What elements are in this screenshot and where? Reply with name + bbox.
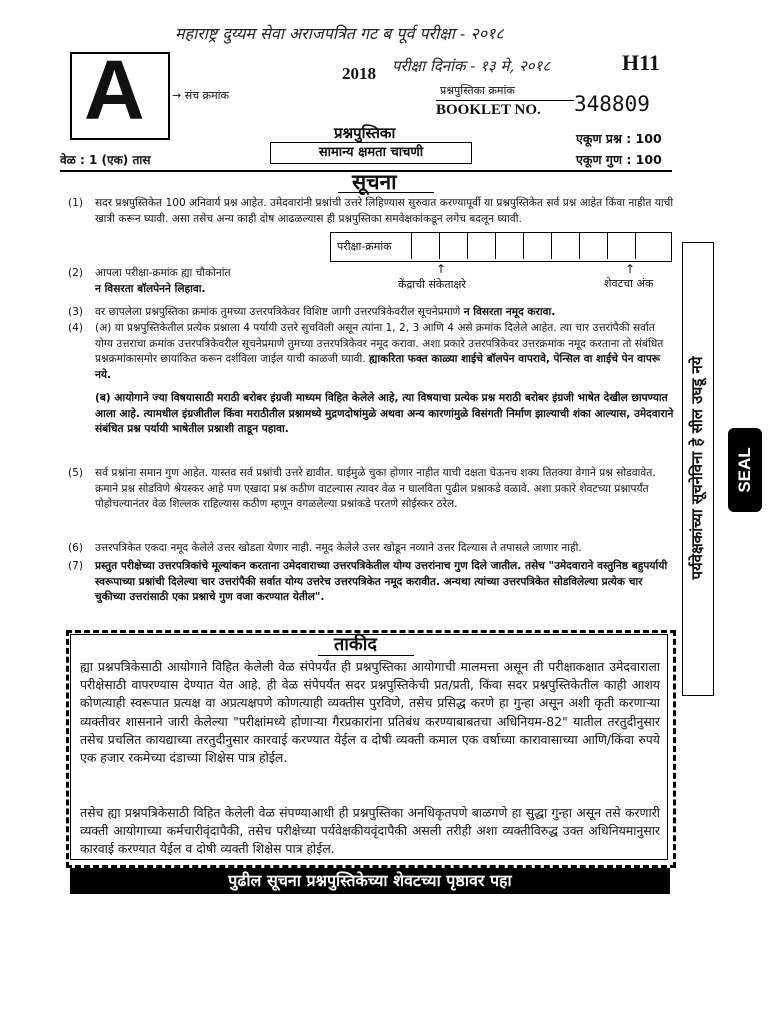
booklet-label-marathi: प्रश्नपुस्तिका क्रमांक xyxy=(440,84,515,97)
booklet-title: प्रश्नपुस्तिका xyxy=(334,124,396,142)
item-number: (6) xyxy=(68,542,84,554)
instruction-2-bold: न विसरता बॉलपेनने लिहावा. xyxy=(95,282,206,295)
seal-note-text: पर्यवेक्षकांच्या सूचनेविना हे सील उघडू नये xyxy=(688,356,706,580)
item-number: (7) xyxy=(68,560,84,572)
instruction-4b: (ब) आयोगाने ज्या विषयासाठी मराठी बरोबर इंग्रजी माध्यम विहित केलेले आहे, त्या विषयाचा प्रत्येक प्रश्न मराठी बरोबर इंग्रजी भाषेत देखील छापण्यात आला आहे. त्यामधील इंग्रजीतील किंवा मराठीतील प्रश्नामध्ये मुद्रणदोषांमुळे अथवा अन्य कारणांमुळे विसंगती निर्माण झाल्याची शंका आल्यास, उमेदवाराने संबंधित प्रश्न पर्यायी भाषेतील प्रश्नाशी ताडून पहावा. xyxy=(95,392,674,435)
instruction-7: प्रस्तुत परीक्षेच्या उत्तरपत्रिकांचे मूल्यांकन करताना उमेदवाराच्या उत्तरपत्रिकेतील योग्य उत्तरांनाच गुण दिले जातील. तसेच "उमेदवाराने वस्तुनिष्ठ बहुपर्यायी स्वरूपाच्या प्रश्नांची दिलेल्या चार उत्तरांपैकी सर्वात योग्य उत्तरेच उत्तरपत्रिकेत नमूद करावीत. अन्यथा त्यांच्या उत्तरपत्रिकेत सोडविलेल्या प्रत्येक चार चुकीच्या उत्तरांसाठी एका प्रश्नाचे गुण वजा करण्यात येतील". xyxy=(95,560,668,603)
roll-cell[interactable] xyxy=(411,233,440,259)
centre-code-label: केंद्राची संकेताक्षरे xyxy=(398,278,466,291)
divider xyxy=(436,100,574,101)
instruction-6: उत्तरपत्रिकेत एकदा नमूद केलेले उत्तर खोडता येणार नाही. नमूद केलेले उत्तर खोडून नव्याने उत्तर दिल्यास ते तपासले जाणार नाही. xyxy=(95,542,582,554)
roll-cell[interactable] xyxy=(551,233,580,259)
warning-heading: ताकीद xyxy=(334,634,377,655)
roll-cell[interactable] xyxy=(635,233,664,259)
instruction-3 xyxy=(95,305,675,321)
instruction-4a xyxy=(95,321,675,383)
seal-tab[interactable] xyxy=(728,428,762,512)
instruction-1: सदर प्रश्नपुस्तिकेत 100 अनिवार्य प्रश्न आहेत. उमेदवारांनी प्रश्नांची उत्तरे लिहिण्यास सुरुवात करण्यापूर्वी या प्रश्नपुस्तिकेत सर्व प्रश्न आहेत किंवा नाहीत याची खात्री करून घ्यावी. असा तसेच अन्य काही दोष आढळल्यास ही प्रश्नपुस्तिका समवेक्षकांकडून लगेच बदलून घ्यावी. xyxy=(95,197,674,225)
total-questions: एकूण प्रश्न : 100 xyxy=(576,131,662,146)
up-arrow-icon: ↑ xyxy=(436,262,447,276)
handwritten-exam-date: परीक्षा दिनांक - १३ मे, २०१८ xyxy=(392,57,551,75)
warning-paragraph-1: ह्या प्रश्नपत्रिकेसाठी आयोगाने विहित केलेली वेळ संपेपर्यंत ही प्रश्नपुस्तिका आयोगाची मालमत्ता असून ती परीक्षाकक्षात उमेदवाराला परीक्षेसाठी वापरण्यास देण्यात येत आहे. ही वेळ संपेपर्यंत सदर प्रश्नपुस्तिकेची प्रत/प्रती, किंवा सदर प्रश्नपुस्तिकेतील काही आशय कोणत्याही स्वरूपात प्रत्यक्ष वा अप्रत्यक्षपणे कोणत्याही व्यक्तीस पुरविणे, तसेच प्रसिद्ध करणे हा गुन्हा असून अशी कृती करणाऱ्या व्यक्तीवर शासनाने जारी केलेल्या "परीक्षांमध्ये होणाऱ्या गैरप्रकारांना प्रतिबंध करण्याबाबतचा अधिनियम-82" यातील तरतुदीनुसार तसेच प्रचलित कायद्याच्या तरतुदीनुसार कारवाई करण्यात येईल व दोषी व्यक्ती कमाल एक वर्षाच्या कारावासाच्या आणि/किंवा रुपये एक हजार रकमेच्या दंडाच्या शिक्षेस पात्र होईल. xyxy=(80,659,660,766)
roll-number-label: परीक्षा-क्रमांक xyxy=(337,240,392,253)
total-marks: एकूण गुण : 100 xyxy=(576,152,662,167)
exam-duration: वेळ : 1 (एक) तास xyxy=(60,153,151,167)
roll-cell[interactable] xyxy=(579,233,608,259)
instruction-4a-bold: ह्याकरिता फक्त काळ्या शाईचे बॉलपेन वापरावे, पेन्सिल वा शाईचे पेन वापरू नये. xyxy=(95,353,661,381)
item-number: (2) xyxy=(68,267,84,279)
item-number: (3) xyxy=(68,306,84,318)
paper-code: H11 xyxy=(622,50,660,75)
booklet-label-english: BOOKLET NO. xyxy=(436,102,541,118)
instruction-5: सर्व प्रश्नांना समान गुण आहेत. यास्तव सर्व प्रश्नांची उत्तरे द्यावीत. घाईमुळे चुका होणार नाहीत याची दक्षता घेऊनच शक्य तितक्या वेगाने प्रश्न सोडवावेत. क्रमाने प्रश्न सोडविणे श्रेयस्कर आहे पण एखादा प्रश्न कठीण वाटल्यास त्यावर वेळ न घालविता पुढील प्रश्नाकडे वळावे. अशा प्रकारे शेवटच्या प्रश्नापर्यंत पोहोचल्यानंतर वेळ शिल्लक राहिल्यास कठीण म्हणून वगळलेल्या प्रश्नांकडे परतणे सोईस्कर ठरेल. xyxy=(95,467,656,510)
instruction-4a-text: (अ) या प्रश्नपुस्तिकेतील प्रत्येक प्रश्नाला 4 पर्यायी उत्तरे सुचविली असून त्यांना 1, 2, 3 आणि 4 असे क्रमांक दिलेले आहेत. त्या चार उत्तरांपैकी सर्वात योग्य उत्तराचा क्रमांक उत्तरपत्रिकेवरील सूचनेप्रमाणे तुमच्या उत्तरपत्रिकेवर नमूद करावा. अशा प्रकारे उत्तरपत्रिकेवर उत्तरक्रमांक नमूद करताना तो संबंधित प्रश्नक्रमांकासमोर छायांकित करून दर्शविला जाईल याची काळजी घ्यावी. xyxy=(95,322,664,365)
roll-cell[interactable] xyxy=(439,233,468,259)
instruction-2-text: आपला परीक्षा-क्रमांक ह्या चौकोनांत xyxy=(95,267,231,279)
next-instructions-banner: पुढील सूचना प्रश्नपुस्तिकेच्या शेवटच्या पृष्ठावर पहा xyxy=(70,868,670,894)
seal-label: SEAL xyxy=(735,447,754,493)
booklet-number: 348809 xyxy=(574,92,650,116)
warning-paragraph-2: तसेच ह्या प्रश्नपत्रिकेसाठी विहित केलेली वेळ संपण्याआधी ही प्रश्नपुस्तिका अनधिकृतपणे बाळगणे हा सुद्धा गुन्हा असून तसे करणारी व्यक्ती आयोगाच्या कर्मचारीवृंदापैकी, तसेच परीक्षेच्या पर्यवेक्षकीयवृंदापैकी असली तरीही अशा व्यक्तीविरुद्ध उक्त अधिनियमानुसार कारवाई करण्यात येईल व दोषी व्यक्ती शिक्षेस पात्र होईल. xyxy=(80,805,660,857)
exam-year: 2018 xyxy=(342,64,376,83)
instruction-2 xyxy=(95,266,325,297)
heading-underline xyxy=(338,192,434,193)
roll-cell[interactable] xyxy=(495,233,524,259)
item-number: (4) xyxy=(68,322,84,334)
instructions-heading: सूचना xyxy=(352,170,397,194)
up-arrow-icon: ↑ xyxy=(625,262,636,276)
instruction-3-bold: न विसरता नमूद करावा. xyxy=(463,306,556,318)
warning-heading-underline xyxy=(318,655,414,656)
handwritten-exam-name: महाराष्ट्र दुय्यम सेवा अराजपत्रित गट ब पूर्व परीक्षा - २०१८ xyxy=(175,24,504,43)
last-digit-label: शेवटचा अंक xyxy=(604,277,654,290)
subject-title: सामान्य क्षमता चाचणी xyxy=(270,142,472,164)
item-number: (1) xyxy=(68,197,84,209)
set-letter: A xyxy=(84,43,145,137)
instruction-3-text: वर छापलेला प्रश्नपुस्तिका क्रमांक तुमच्या उत्तरपत्रिकेवर विशिष्ट जागी उत्तरपत्रिकेवरील सूचनेप्रमाणे xyxy=(95,306,461,318)
roll-cell[interactable] xyxy=(523,233,552,259)
set-label: → संच क्रमांक xyxy=(172,89,229,102)
item-number: (5) xyxy=(68,467,84,479)
roll-cell[interactable] xyxy=(467,233,496,259)
roll-number-box xyxy=(330,232,672,262)
roll-cell[interactable] xyxy=(607,233,636,259)
